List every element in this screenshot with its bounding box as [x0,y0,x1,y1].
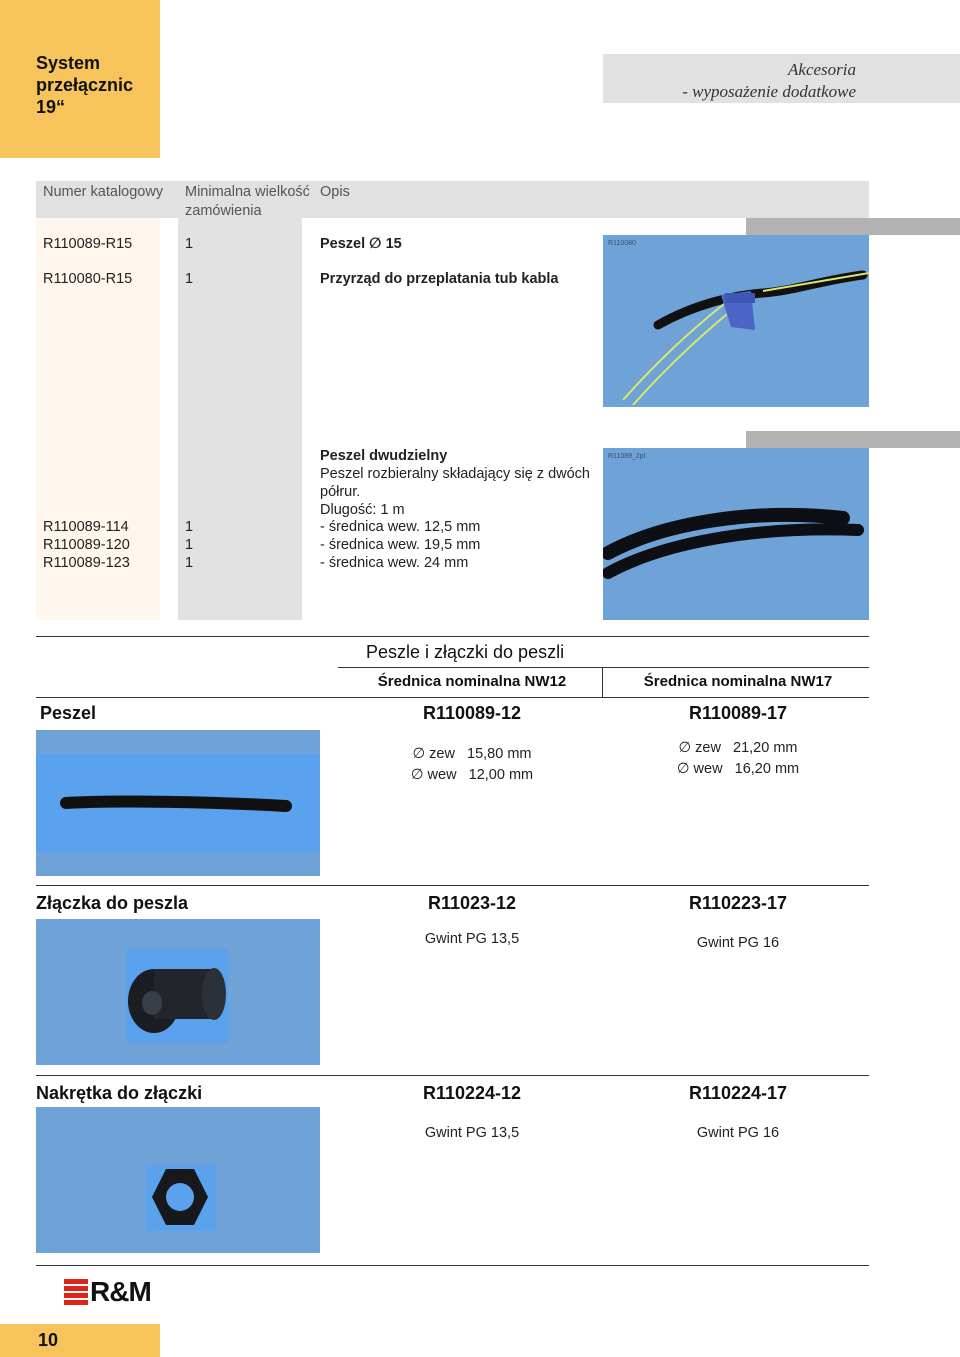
peszel-nw12-zew: ∅ zew 15,80 mm [412,746,532,762]
group-item1-min: 1 [185,519,194,535]
threading-tool-photo [603,235,869,407]
rm-logo [64,1276,151,1308]
group-title: Peszel dwudzielny [320,448,448,464]
split-tube-photo [603,448,869,620]
nakretka-nw17-code: R110224-17 [688,1083,788,1103]
category-title [682,59,856,103]
min-order-column-bg [178,218,302,620]
section2-rule [36,885,869,886]
peszel-nw17-zew: ∅ zew 21,20 mm [678,740,798,756]
peszel-nw17-wew: ∅ wew 16,20 mm [676,761,800,777]
system-title-line2: przełącznic 19“ [36,75,134,117]
nakretka-photo [36,1107,320,1253]
nakretka-illustration [36,1107,320,1253]
peszel-illustration [36,730,320,876]
category-header-box [603,54,960,103]
zlaczka-nw12-code: R11023-12 [427,893,517,913]
group-item2-catalog: R110089-120 [43,537,130,553]
group-desc-1: Peszel rozbieralny składający się z dwóch [320,466,590,482]
nakretka-nw12-thread: Gwint PG 13,5 [424,1125,520,1141]
group-desc-2: półrur. [320,484,361,500]
peszel-nw17-specs [618,738,858,780]
zlaczka-nw17-thread: Gwint PG 16 [696,935,780,951]
header-min-order-2: zamówienia [185,203,262,219]
image-label-1: R110080 [608,240,636,247]
section3-rule [36,1075,869,1076]
group-item2-min: 1 [185,537,194,553]
section1-rule [36,697,869,698]
rm-logo-mark-icon [64,1279,88,1305]
peszel-nw12-wew: ∅ wew 12,00 mm [410,767,534,783]
page-number-box [0,1324,160,1357]
col-nw12-header: Średnica nominalna NW12 [377,673,567,690]
system-header-box [0,0,160,158]
split-tube-illustration [603,448,869,620]
nakretka-nw12-code: R110224-12 [422,1083,522,1103]
header-description: Opis [320,184,350,200]
table-header [36,181,869,218]
header-min-order-1: Minimalna wielkość [185,184,310,200]
row2-min: 1 [185,271,194,287]
peszel-nw12-specs [352,744,592,786]
image-label-2: R11089_2pl [608,453,646,460]
subheader-rule [338,667,869,668]
section-zlaczka-title: Złączka do peszla [36,893,189,913]
image-tab-grey [746,218,960,235]
section-nakretka-title: Nakrętka do złączki [36,1083,203,1103]
group-item3-min: 1 [185,555,194,571]
image-tab-grey-2 [746,431,960,448]
group-item3-description: - średnica wew. 24 mm [320,555,469,571]
system-title-line1: System [36,53,101,73]
system-title [36,52,160,118]
zlaczka-photo [36,919,320,1065]
zlaczka-illustration [36,919,320,1065]
page-number: 10 [38,1330,59,1350]
row2-catalog: R110080-R15 [43,271,133,287]
group-item1-description: - średnica wew. 12,5 mm [320,519,481,535]
row1-description: Peszel ∅ 15 [320,236,402,252]
zlaczka-nw12-thread: Gwint PG 13,5 [424,931,520,947]
row1-min: 1 [185,236,194,252]
peszel-nw12-code: R110089-12 [422,703,522,723]
group-desc-3: Dlugość: 1 m [320,502,405,518]
peszel-nw17-code: R110089-17 [688,703,788,723]
subheader-divider [602,667,603,697]
row1-catalog: R110089-R15 [43,236,133,252]
row2-description: Przyrząd do przeplatania tub kabla [320,271,559,287]
threading-tool-illustration [603,235,869,407]
col-nw17-header: Średnica nominalna NW17 [643,673,833,690]
peszel-photo [36,730,320,876]
group-item2-description: - średnica wew. 19,5 mm [320,537,481,553]
zlaczka-nw17-code: R110223-17 [688,893,788,913]
nakretka-nw17-thread: Gwint PG 16 [696,1125,780,1141]
bottom-rule [36,1265,869,1266]
accessories-title: Peszle i złączki do peszli [366,642,565,662]
group-item1-catalog: R110089-114 [43,519,129,535]
accessories-top-rule [36,636,869,637]
group-item3-catalog: R110089-123 [43,555,130,571]
category-title-line2: - wyposażenie dodatkowe [682,82,856,101]
section-peszel-title: Peszel [40,703,97,723]
category-title-line1: Akcesoria [788,60,856,79]
rm-logo-text: R&M [90,1276,151,1307]
header-catalog: Numer katalogowy [43,184,164,200]
